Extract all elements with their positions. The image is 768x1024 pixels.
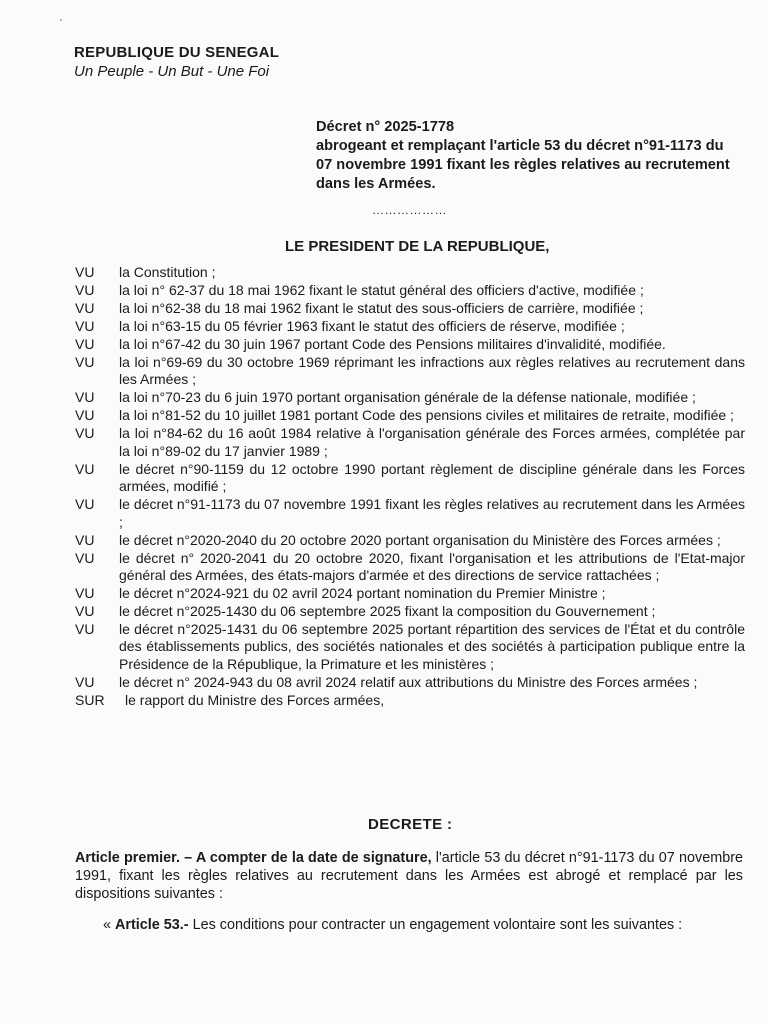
visa-item xyxy=(75,282,745,299)
visa-item xyxy=(75,389,745,406)
visa-tag: VU xyxy=(75,407,95,424)
visa-list xyxy=(75,264,745,710)
visa-text: le décret n°2024-921 du 02 avril 2024 portant nomination du Premier Ministre ; xyxy=(119,585,606,602)
visa-tag: VU xyxy=(75,282,95,298)
visa-item xyxy=(75,407,745,424)
decree-number: 2025-1778 xyxy=(384,119,455,135)
visa-tag: VU xyxy=(75,621,95,638)
article-premier xyxy=(75,849,743,903)
article-premier-text: l'article 53 du décret n°91-1173 du 07 novembre 1991, fixant les règles relatives au recrutement dans les Armées est abrogé et remplacé par les dispositions suivantes : xyxy=(75,850,743,902)
visa-tag: VU xyxy=(75,318,95,334)
visa-item xyxy=(75,496,745,531)
decree-subject: abrogeant et remplaçant l'article 53 du décret n°91-1173 du 07 novembre 1991 fixant les règles relatives au recrutement dans les Armées. xyxy=(316,138,730,192)
visa-tag: VU xyxy=(75,425,95,442)
visa-tag: VU xyxy=(75,300,95,316)
sur-text: le rapport du Ministre des Forces armées, xyxy=(125,691,385,708)
visa-text: la loi n°70-23 du 6 juin 1970 portant organisation générale de la défense nationale, modifiée ; xyxy=(119,389,696,406)
visa-text: le décret n°90-1159 du 12 octobre 1990 portant règlement de discipline générale dans les Forces armées, modifié ; xyxy=(119,460,745,495)
visa-item xyxy=(75,674,745,691)
separator-dots: ……………… xyxy=(372,203,447,217)
national-motto: Un Peuple - Un But - Une Foi xyxy=(74,63,270,80)
visa-tag: VU xyxy=(75,354,95,370)
visa-text: le décret n°2025-1431 du 06 septembre 2025 portant répartition des services de l'État et du contrôle des établissements publics, des sociétés nationales et des sociétés à participation publique entre la Présidence de la République, la Primature et les ministères ; xyxy=(119,621,745,672)
article-53-lead: Article 53.- xyxy=(115,917,189,933)
visa-item xyxy=(75,532,745,549)
visa-item xyxy=(75,621,745,673)
visa-text: le décret n° 2020-2041 du 20 octobre 2020, fixant l'organisation et les attributions de l'Etat-major général des Armées, des états-majors d'armée et des directions de service rattachées ; xyxy=(119,549,745,584)
visa-text: la loi n° 62-37 du 18 mai 1962 fixant le statut général des officiers d'active, modifiée ; xyxy=(119,282,644,298)
visa-tag: VU xyxy=(75,531,95,548)
decrete-heading: DECRETE : xyxy=(368,816,453,833)
visa-tag: VU xyxy=(75,673,95,690)
visa-tag: VU xyxy=(75,585,95,602)
article-premier-lead: Article premier. – A compter de la date de signature, xyxy=(75,850,432,866)
visa-item xyxy=(75,300,745,317)
corner-mark: ' xyxy=(60,18,62,29)
visa-item xyxy=(75,461,745,496)
visa-text: la loi n°63-15 du 05 février 1963 fixant le statut des officiers de réserve, modifiée ; xyxy=(119,318,625,334)
visa-text: le décret n° 2024-943 du 08 avril 2024 relatif aux attributions du Ministre des Forces armées ; xyxy=(119,673,698,690)
visa-text: la loi n°67-42 du 30 juin 1967 portant Code des Pensions militaires d'invalidité, modifiée. xyxy=(119,336,666,352)
decree-label: Décret n° xyxy=(316,119,381,135)
visa-item xyxy=(75,264,745,281)
visa-text: le décret n°2025-1430 du 06 septembre 2025 fixant la composition du Gouvernement ; xyxy=(119,603,656,620)
visa-item xyxy=(75,585,745,602)
visa-text: la loi n°62-38 du 18 mai 1962 fixant le statut des sous-officiers de carrière, modifiée ; xyxy=(119,300,644,316)
sur-tag: SUR xyxy=(75,691,105,708)
decree-number-line xyxy=(316,118,736,137)
president-heading: LE PRESIDENT DE LA REPUBLIQUE, xyxy=(285,238,550,255)
article-53-text: Les conditions pour contracter un engagement volontaire sont les suivantes : xyxy=(188,917,683,933)
visa-tag: VU xyxy=(75,460,95,477)
visa-tag: VU xyxy=(75,336,95,352)
visa-text: le décret n°2020-2040 du 20 octobre 2020 portant organisation du Ministère des Forces armées ; xyxy=(119,531,721,548)
visa-text: la loi n°84-62 du 16 août 1984 relative à l'organisation générale des Forces armées, complétée par la loi n°89-02 du 17 janvier 1989 ; xyxy=(119,425,745,459)
visa-tag: VU xyxy=(75,496,95,513)
visa-tag: VU xyxy=(75,389,95,406)
visa-text: le décret n°91-1173 du 07 novembre 1991 fixant les règles relatives au recrutement dans les Armées ; xyxy=(119,496,745,530)
visa-text: la loi n°69-69 du 30 octobre 1969 réprimant les infractions aux règles relatives au recrutement dans les Armées ; xyxy=(119,354,745,388)
sur-item xyxy=(75,692,745,709)
visa-tag: VU xyxy=(75,264,95,280)
visa-item xyxy=(75,318,745,335)
visa-text: la loi n°81-52 du 10 juillet 1981 portant Code des pensions civiles et militaires de retraite, modifiée ; xyxy=(119,407,734,424)
visa-tag: VU xyxy=(75,549,95,566)
country-name: REPUBLIQUE DU SENEGAL xyxy=(74,44,280,61)
decree-title-block xyxy=(316,118,736,194)
visa-tag: VU xyxy=(75,603,95,620)
article-53 xyxy=(103,916,743,934)
visa-text: la Constitution ; xyxy=(119,264,216,280)
visa-item xyxy=(75,354,745,389)
visa-item xyxy=(75,425,745,460)
visa-item xyxy=(75,550,745,585)
visa-item xyxy=(75,603,745,620)
article-53-open-quote: « xyxy=(103,917,116,933)
visa-item xyxy=(75,336,745,353)
